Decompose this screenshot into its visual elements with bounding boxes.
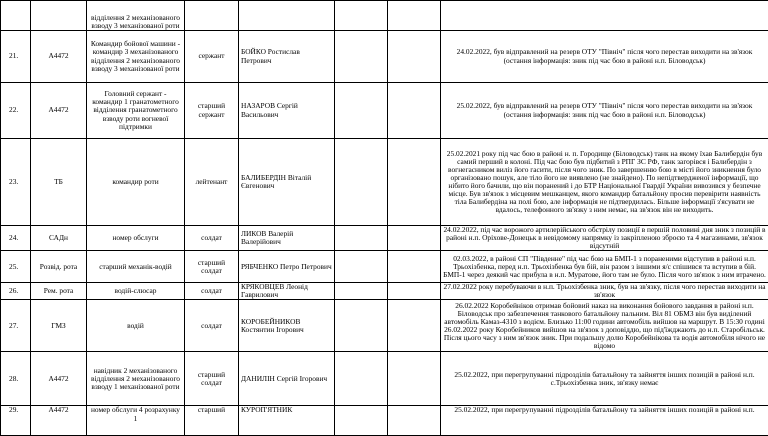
military-unit: А4472 — [31, 406, 87, 436]
empty-cell — [388, 139, 441, 226]
table-row — [1, 139, 768, 226]
military-rank: лейтенант — [185, 139, 239, 226]
empty-cell — [388, 300, 441, 352]
military-unit: ТБ — [31, 139, 87, 226]
position-title: Головний сержант - командир 1 гранатометного відділення гранатометного взводу роти вогневої підтримки — [87, 83, 185, 139]
row-number: 29. — [1, 406, 31, 436]
empty-cell — [388, 352, 441, 406]
row-number — [1, 1, 31, 31]
military-unit: А4472 — [31, 352, 87, 406]
empty-cell — [388, 406, 441, 436]
incident-details: 25.02.2022, був відправлений на резерв ОТУ "Північ" після чого перестав виходити на зв'язок (остання інформація: зник під час бою в районі н.п. Біловодськ) — [441, 83, 768, 139]
table-row — [1, 300, 768, 352]
row-number: 28. — [1, 352, 31, 406]
row-number: 24. — [1, 226, 31, 251]
empty-cell — [335, 83, 388, 139]
military-unit: ГМЗ — [31, 300, 87, 352]
position-title: номер обслуги — [87, 226, 185, 251]
table-row — [1, 31, 768, 83]
empty-cell — [335, 251, 388, 283]
incident-details: 25.02.2022, при перегрупуванні підрозділів батальйону та зайняття інших позицій в районі н.п. — [441, 406, 768, 436]
empty-cell — [335, 352, 388, 406]
empty-cell — [335, 139, 388, 226]
incident-details: 24.02.2022, був відправлений на резерв ОТУ "Північ" після чого перестав виходити на зв'язок (остання інформація: зник під час бою в районі н.п. Біловодськ) — [441, 31, 768, 83]
military-rank — [185, 1, 239, 31]
table-row — [1, 83, 768, 139]
table-row — [1, 251, 768, 283]
military-unit: САДн — [31, 226, 87, 251]
table-row — [1, 352, 768, 406]
full-name — [239, 1, 335, 31]
military-rank: солдат — [185, 300, 239, 352]
table-row — [1, 283, 768, 300]
empty-cell — [388, 83, 441, 139]
military-unit: Розвід. рота — [31, 251, 87, 283]
table-row — [1, 226, 768, 251]
row-number: 27. — [1, 300, 31, 352]
incident-details: 26.02.2022 Коробейніков отримав бойовий наказ на виконання бойового завдання в районі н.п. Біловодськ про забезпечення танкового батальйону пальним. Віл 81 ОБМЗ він був виділений автомобіль Камаз-4310 з водієм. Близько 11:00 години автомобіль вийшов на маршрут. В 15:30 годині 26.02.2022 року Коробейников вийшов на зв'язок з доповіддю, що під'їжджають до н.п. Старобільськ. Після цього часу з ним зв'язок зник. При подальшу долю Коробейнікова та водія автомобіля нічого не відомо — [441, 300, 768, 352]
table-row — [1, 406, 768, 436]
incident-details: 27.02.2022 року перебуваючи в н.п. Трьохізбенка зник, був на зв'язку, після чого перестав виходити на зв'язок — [441, 283, 768, 300]
full-name: БОЙКО Ростислав Петрович — [239, 31, 335, 83]
military-unit — [31, 1, 87, 31]
full-name: ЛИКОВ Валерій Валерійович — [239, 226, 335, 251]
position-title: командир роти — [87, 139, 185, 226]
position-title: навідник 2 механізованого відділення 2 механізованого взводу 1 механізованої роти — [87, 352, 185, 406]
empty-cell — [388, 31, 441, 83]
position-title: водій-слюсар — [87, 283, 185, 300]
military-rank: сержант — [185, 31, 239, 83]
full-name: КОРОБЕЙНИКОВ Костянтин Ігорович — [239, 300, 335, 352]
position-title: Командир бойової машини - командир 3 механізованого відділення 2 механізованого взводу 3 механізованої роти — [87, 31, 185, 83]
row-number: 25. — [1, 251, 31, 283]
military-rank: солдат — [185, 226, 239, 251]
incident-details: 24.02.2022, під час ворожого артилерійського обстрілу позиції в першій половині дня зник з позицій в районі н.п. Оріхове-Донецьк в невідомому напрямку із закріпленою зброєю та 4 магазинами, зв'язок відсутній — [441, 226, 768, 251]
empty-cell — [388, 283, 441, 300]
full-name: НАЗАРОВ Сергій Васильович — [239, 83, 335, 139]
incident-details: 02.03.2022, в районі СП "Південне" під час бою на БМП-1 з пораненими відступив в районі н.п. Трьохізбенка, перед н.п. Трьохізбенка був бій, він разом з іншими я/с спішився та вступив в бій. БМП-1 через деякий час прибула в н.п. Муратове, його там не було. Після чого зв'язок з ним втрачено. — [441, 251, 768, 283]
military-unit: А4472 — [31, 31, 87, 83]
military-unit: Рем. рота — [31, 283, 87, 300]
empty-cell — [335, 226, 388, 251]
row-number: 22. — [1, 83, 31, 139]
position-title: номер обслуги 4 розрахунку 1 — [87, 406, 185, 436]
table-row — [1, 1, 768, 31]
incident-details — [441, 1, 768, 31]
empty-cell — [388, 226, 441, 251]
empty-cell — [388, 251, 441, 283]
full-name: КУРОП'ЯТНИК — [239, 406, 335, 436]
empty-cell — [335, 406, 388, 436]
full-name: РЯБЧЕНКО Петро Петрович — [239, 251, 335, 283]
full-name: КРЯКОВЦЕВ Леонід Гаврилович — [239, 283, 335, 300]
empty-cell — [335, 283, 388, 300]
military-rank: старший солдат — [185, 352, 239, 406]
position-title: водій — [87, 300, 185, 352]
military-rank: старший — [185, 406, 239, 436]
empty-cell — [335, 1, 388, 31]
position-title: відділення 2 механізованого взводу 3 механізованої роти — [87, 1, 185, 31]
empty-cell — [388, 1, 441, 31]
military-unit: А4472 — [31, 83, 87, 139]
military-rank: старший сержант — [185, 83, 239, 139]
row-number: 23. — [1, 139, 31, 226]
empty-cell — [335, 300, 388, 352]
full-name: БАЛИБЕРДІН Віталій Євгенович — [239, 139, 335, 226]
incident-details: 25.02.2021 року під час бою в районі н. п. Городище (Біловодськ) танк на якому їхав Балибердін був самий перший в колоні. Під час бою був підбитий з РПГ ЗС РФ, танк загорівся і Балибердін з вогнегасником виліз його гасити, після чого зник. По завершенню бою в місті його зникнення було організовано пошук, але тіло його не виявлено (не знайдено). По непідтвердженої інформації, що нібито його бачили, що він поранений і до БТР Національної Гвардії України вивозився у безпечне місце. Був зв'язок з місцевим мешканцем, якого командир батальйону просив перевірити наявність тіла Балибердіна на полі бою, але інформація не підтвердилась. Більше інформації з'ясувати не вдалось, телефонного зв'язку з ним немає, на зв'язок він не виходить. — [441, 139, 768, 226]
military-rank: старший солдат — [185, 251, 239, 283]
empty-cell — [335, 31, 388, 83]
incident-details: 25.02.2022, при перегрупуванні підрозділів батальйону та зайняття інших позицій в районі н.п. с.Трьохізбенка зник, зв'язку немає — [441, 352, 768, 406]
position-title: старший механік-водій — [87, 251, 185, 283]
military-rank: солдат — [185, 283, 239, 300]
row-number: 26. — [1, 283, 31, 300]
row-number: 21. — [1, 31, 31, 83]
full-name: ДАНИЛІН Сергій Ігорович — [239, 352, 335, 406]
